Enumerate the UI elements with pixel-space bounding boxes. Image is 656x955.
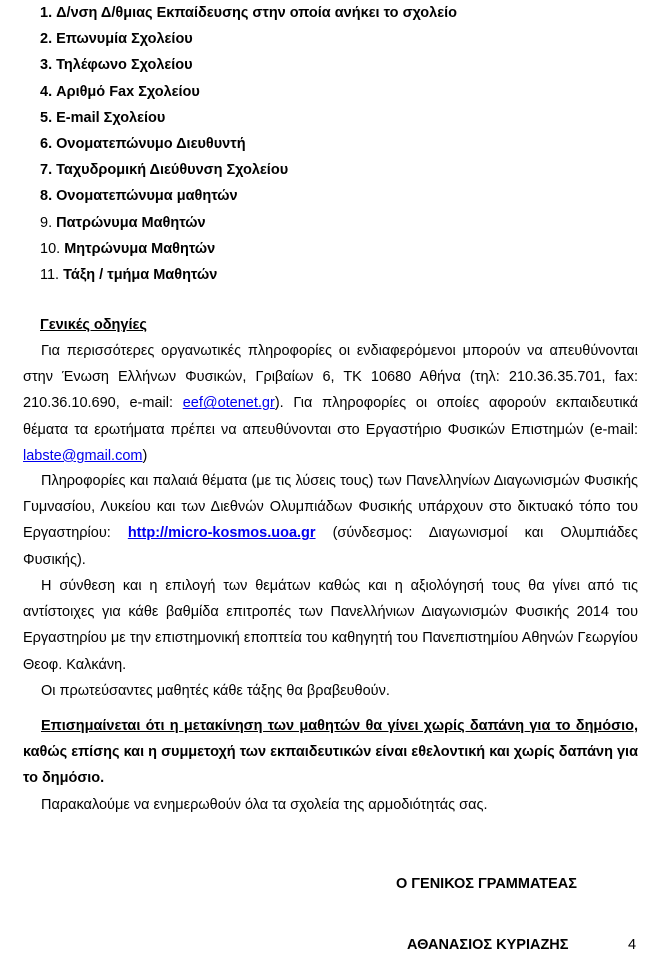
signature-name: ΑΘΑΝΑΣΙΟΣ ΚΥΡΙΑΖΗΣ: [407, 937, 569, 953]
paragraph-text: ). Για πληροφορίες οι οποίες αφορούν εκπαιδευτικά θέματα τα ερωτήματα πρέπει να απευθύνονται στο Εργαστήριο Φυσικών Επιστημών (e-mail:: [23, 395, 638, 438]
list-item-number: 2.: [40, 31, 53, 48]
list-item-number: 11.: [40, 266, 60, 283]
list-item-text: Ταχυδρομική Διεύθυνση Σχολείου: [56, 162, 289, 179]
list-item: [40, 83, 640, 109]
micro-kosmos-link[interactable]: http://micro-kosmos.uoa.gr: [127, 525, 316, 542]
signature-title: Ο ΓΕΝΙΚΟΣ ΓΡΑΜΜΑΤΕΑΣ: [396, 876, 577, 892]
list-item-text: Πατρώνυμα Μαθητών: [56, 214, 206, 231]
paragraph-request: Παρακαλούμε να ενημερωθούν όλα τα σχολεία της αρμοδιότητάς σας.: [41, 797, 488, 813]
list-item-text: Δ/νση Δ/θμιας Εκπαίδευσης στην οποία ανήκει το σχολείο: [56, 5, 457, 21]
list-item-number: 1.: [40, 5, 53, 21]
cost-notice-underlined: Επισημαίνεται ότι η μετακίνηση των μαθητών θα γίνει χωρίς δαπάνη για το δημόσιο,: [41, 718, 638, 734]
list-item-text: E-mail Σχολείου: [56, 109, 166, 126]
list-item-number: 3.: [40, 57, 53, 74]
list-item-number: 8.: [40, 188, 53, 205]
list-item-number: 6.: [40, 135, 53, 152]
list-item-text: Μητρώνυμα Μαθητών: [64, 240, 216, 257]
general-instructions-heading: Γενικές οδηγίες: [40, 317, 147, 333]
list-item-text: Αριθμό Fax Σχολείου: [56, 83, 200, 100]
list-item: [40, 161, 640, 187]
paragraph-text: Για περισσότερες οργανωτικές πληροφορίες οι ενδιαφερόμενοι μπορούν να απευθύνονται στην Ένωση Ελλήνων Φυσικών, Γριβαίων 6, ΤΚ 10680 Αθήνα (τηλ: 210.36.35.701, fax: 210.36.10.690, e-mail:: [23, 343, 638, 412]
labste-email-link[interactable]: labste@gmail.com: [23, 447, 143, 464]
paragraph-text: (σύνδεσμος: Διαγωνισμοί και Ολυμπιάδες Φυσικής).: [23, 525, 638, 568]
list-item: [40, 135, 640, 161]
list-item-text: Τηλέφωνο Σχολείου: [56, 57, 193, 74]
paragraph-cost-notice: [23, 713, 638, 792]
list-item-text: Ονοματεπώνυμο Διευθυντή: [56, 135, 246, 152]
list-item-number: 10.: [40, 240, 61, 257]
list-item-text: Τάξη / τμήμα Μαθητών: [63, 266, 218, 283]
list-item: [40, 56, 640, 82]
list-item: [40, 109, 640, 135]
required-info-list: [40, 4, 640, 292]
paragraph-committee: Η σύνθεση και η επιλογή των θεμάτων καθώς και η αξιολόγησή τους θα γίνει από τις αντίστοιχες για κάθε βαθμίδα επιτροπές των Πανελλήνιων Διαγωνισμών Φυσικής 2014 του Εργαστηρίου με την επιστημονική εποπτεία του καθηγητή του Πανεπιστημίου Αθηνών Γεωργίου Θεοφ. Καλκάνη.: [23, 578, 638, 673]
paragraph-past-exams: [23, 468, 638, 573]
eef-email-link[interactable]: eef@otenet.gr: [182, 395, 275, 412]
list-item: [40, 266, 640, 292]
list-item-number: 4.: [40, 83, 53, 100]
list-item: [40, 4, 640, 30]
paragraph-awards: Οι πρωτεύσαντες μαθητές κάθε τάξης θα βραβευθούν.: [41, 683, 390, 699]
list-item-number: 9.: [40, 214, 53, 231]
paragraph-text: ): [142, 447, 148, 464]
paragraph-contact-info: [23, 338, 638, 469]
list-item: [40, 214, 640, 240]
list-item: [40, 30, 640, 56]
list-item-number: 5.: [40, 109, 53, 126]
list-item-text: Ονοματεπώνυμα μαθητών: [56, 188, 238, 205]
list-item-text: Επωνυμία Σχολείου: [56, 31, 193, 48]
paragraph-text: Πληροφορίες και παλαιά θέματα (με τις λύσεις τους) των Πανελληνίων Διαγωνισμών Φυσικής Γυμνασίου, Λυκείου και των Διεθνών Ολυμπιάδων Φυσικής υπάρχουν στο δικτυακό τόπο του Εργαστηρίου:: [23, 473, 638, 542]
list-item-number: 7.: [40, 162, 53, 179]
cost-notice-rest: καθώς επίσης και η συμμετοχή των εκπαιδευτικών είναι εθελοντική και χωρίς δαπάνη για το δημόσιο.: [23, 744, 638, 787]
list-item: [40, 240, 640, 266]
list-item: [40, 187, 640, 213]
page-number: 4: [628, 937, 637, 953]
